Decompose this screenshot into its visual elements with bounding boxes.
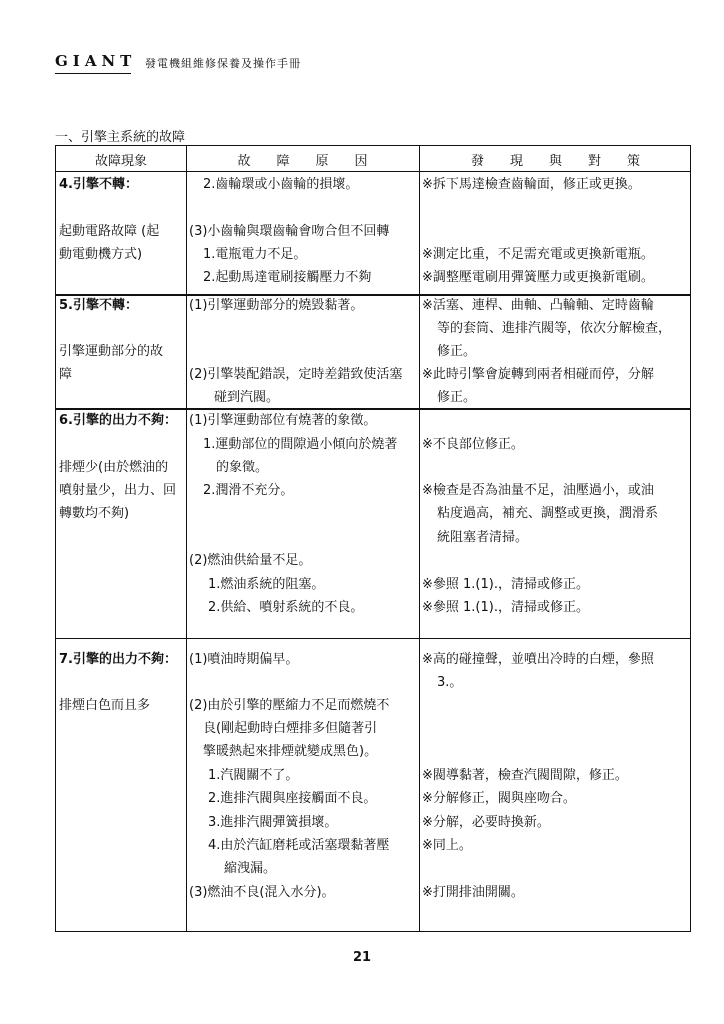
section-title: 一、引擎主系統的故障 (55, 130, 186, 145)
brand-underline (55, 73, 131, 74)
cause-text: 4.由於汽缸磨耗或活塞環黏著壓 (208, 838, 390, 853)
cause-text: 的象徵。 (216, 460, 269, 475)
cause-text: (3)小齒輪與環齒輪會吻合但不回轉 (189, 224, 390, 239)
manual-title: 發電機組維修保養及操作手冊 (145, 57, 301, 70)
cause-text: (3)燃油不良(混入水分)。 (189, 885, 335, 900)
cause-text: 2.潤滑不充分。 (203, 483, 294, 498)
fault-table (55, 145, 691, 932)
remedy-text: ※分解，必要時換新。 (422, 815, 550, 830)
cause-text: 2.起動馬達電刷接觸壓力不夠 (203, 270, 372, 285)
remedy-text: ※同上。 (422, 838, 472, 853)
remedy-text: 3.。 (437, 675, 463, 690)
column-divider (419, 146, 420, 931)
cause-text: 2.齒輪環或小齒輪的損壞。 (203, 177, 359, 192)
remedy-text: ※拆下馬達檢查齒輪面，修正或更換。 (422, 177, 641, 192)
cause-text: 良(剛起動時白煙排多但隨著引 (203, 721, 378, 736)
cause-text: 1.電瓶電力不足。 (203, 247, 307, 262)
remedy-text: ※高的碰撞聲，並噴出冷時的白煙，參照 (422, 652, 654, 667)
symptom-text: 噴射量少，出力、回 (59, 483, 177, 498)
symptom-text: 排煙少(由於燃油的 (59, 460, 169, 475)
symptom-text: 排煙白色而且多 (59, 698, 151, 713)
remedy-text: 修正。 (437, 390, 477, 405)
remedy-text: ※參照 1.(1).，清掃或修正。 (422, 577, 589, 592)
row-divider (56, 294, 690, 296)
remedy-text: 統阻塞者清掃。 (437, 530, 529, 545)
cause-text: 2.進排汽閥與座接觸面不良。 (208, 791, 377, 806)
remedy-text: ※不良部位修正。 (422, 437, 524, 452)
symptom-text: 起動電路故障 (起 (59, 224, 160, 239)
cause-text: 1.汽閥關不了。 (208, 768, 299, 783)
symptom-title: 5.引擎不轉： (59, 298, 138, 313)
symptom-title: 7.引擎的出力不夠： (59, 652, 177, 667)
remedy-text: ※閥導黏著，檢查汽閥間隙，修正。 (422, 768, 628, 783)
cause-text: (1)噴油時期偏早。 (189, 652, 299, 667)
cause-text: 縮洩漏。 (224, 861, 277, 876)
row-divider (56, 408, 690, 410)
cause-text: 擎暖熱起來排煙就變成黑色)。 (203, 744, 378, 759)
page-number: 21 (352, 950, 372, 965)
remedy-text: 等的套筒、進排汽閥等，依次分解檢查， (437, 321, 672, 336)
remedy-text: 粘度過高，補充、調整或更換，潤滑系 (437, 506, 659, 521)
symptom-text: 動電動機方式) (59, 247, 143, 262)
cause-text: (2)燃油供給量不足。 (189, 553, 312, 568)
remedy-text: ※分解修正，閥與座吻合。 (422, 791, 576, 806)
symptom-title: 6.引擎的出力不夠： (59, 413, 177, 428)
cause-text: 1.運動部位的間隙過小傾向於燒著 (203, 437, 398, 452)
page-header (55, 52, 675, 78)
cause-text: 3.進排汽閥彈簧損壞。 (208, 815, 338, 830)
header-divider (56, 171, 690, 172)
cause-text: 1.燃油系統的阻塞。 (208, 577, 325, 592)
remedy-text: ※調整壓電刷用彈簧壓力或更換新電刷。 (422, 270, 654, 285)
remedy-text: 修正。 (437, 344, 477, 359)
remedy-text: ※測定比重，不足需充電或更換新電瓶。 (422, 247, 654, 262)
remedy-text: ※活塞、連桿、曲軸、凸輪軸、定時齒輪 (422, 298, 654, 313)
symptom-text: 引擎運動部分的故 (59, 344, 164, 359)
column-header-remedy: 發 現 與 對 策 (470, 154, 640, 169)
column-header-symptom: 故障現象 (94, 154, 147, 169)
cause-text: (1)引擎運動部分的燒毀黏著。 (189, 298, 364, 313)
symptom-title: 4.引擎不轉： (59, 177, 138, 192)
cause-text: (2)由於引擎的壓縮力不足而燃燒不 (189, 698, 390, 713)
cause-text: (1)引擎運動部位有燒著的象徵。 (189, 413, 377, 428)
column-header-cause: 故 障 原 因 (237, 154, 368, 169)
symptom-text: 轉數均不夠) (59, 506, 130, 521)
cause-text: 2.供給、噴射系統的不良。 (208, 600, 364, 615)
remedy-text: ※參照 1.(1).，清掃或修正。 (422, 600, 589, 615)
row-divider (56, 638, 690, 639)
column-divider (186, 146, 187, 931)
brand-logo-text: GIANT (55, 52, 137, 70)
remedy-text: ※檢查是否為油量不足，油壓過小，或油 (422, 483, 654, 498)
symptom-text: 障 (59, 367, 73, 382)
cause-text: (2)引擎裝配錯誤，定時差錯致使活塞 (189, 367, 403, 382)
remedy-text: ※此時引擎會旋轉到兩者相碰而停，分解 (422, 367, 654, 382)
cause-text: 碰到汽閥。 (214, 390, 280, 405)
remedy-text: ※打開排油開關。 (422, 885, 524, 900)
